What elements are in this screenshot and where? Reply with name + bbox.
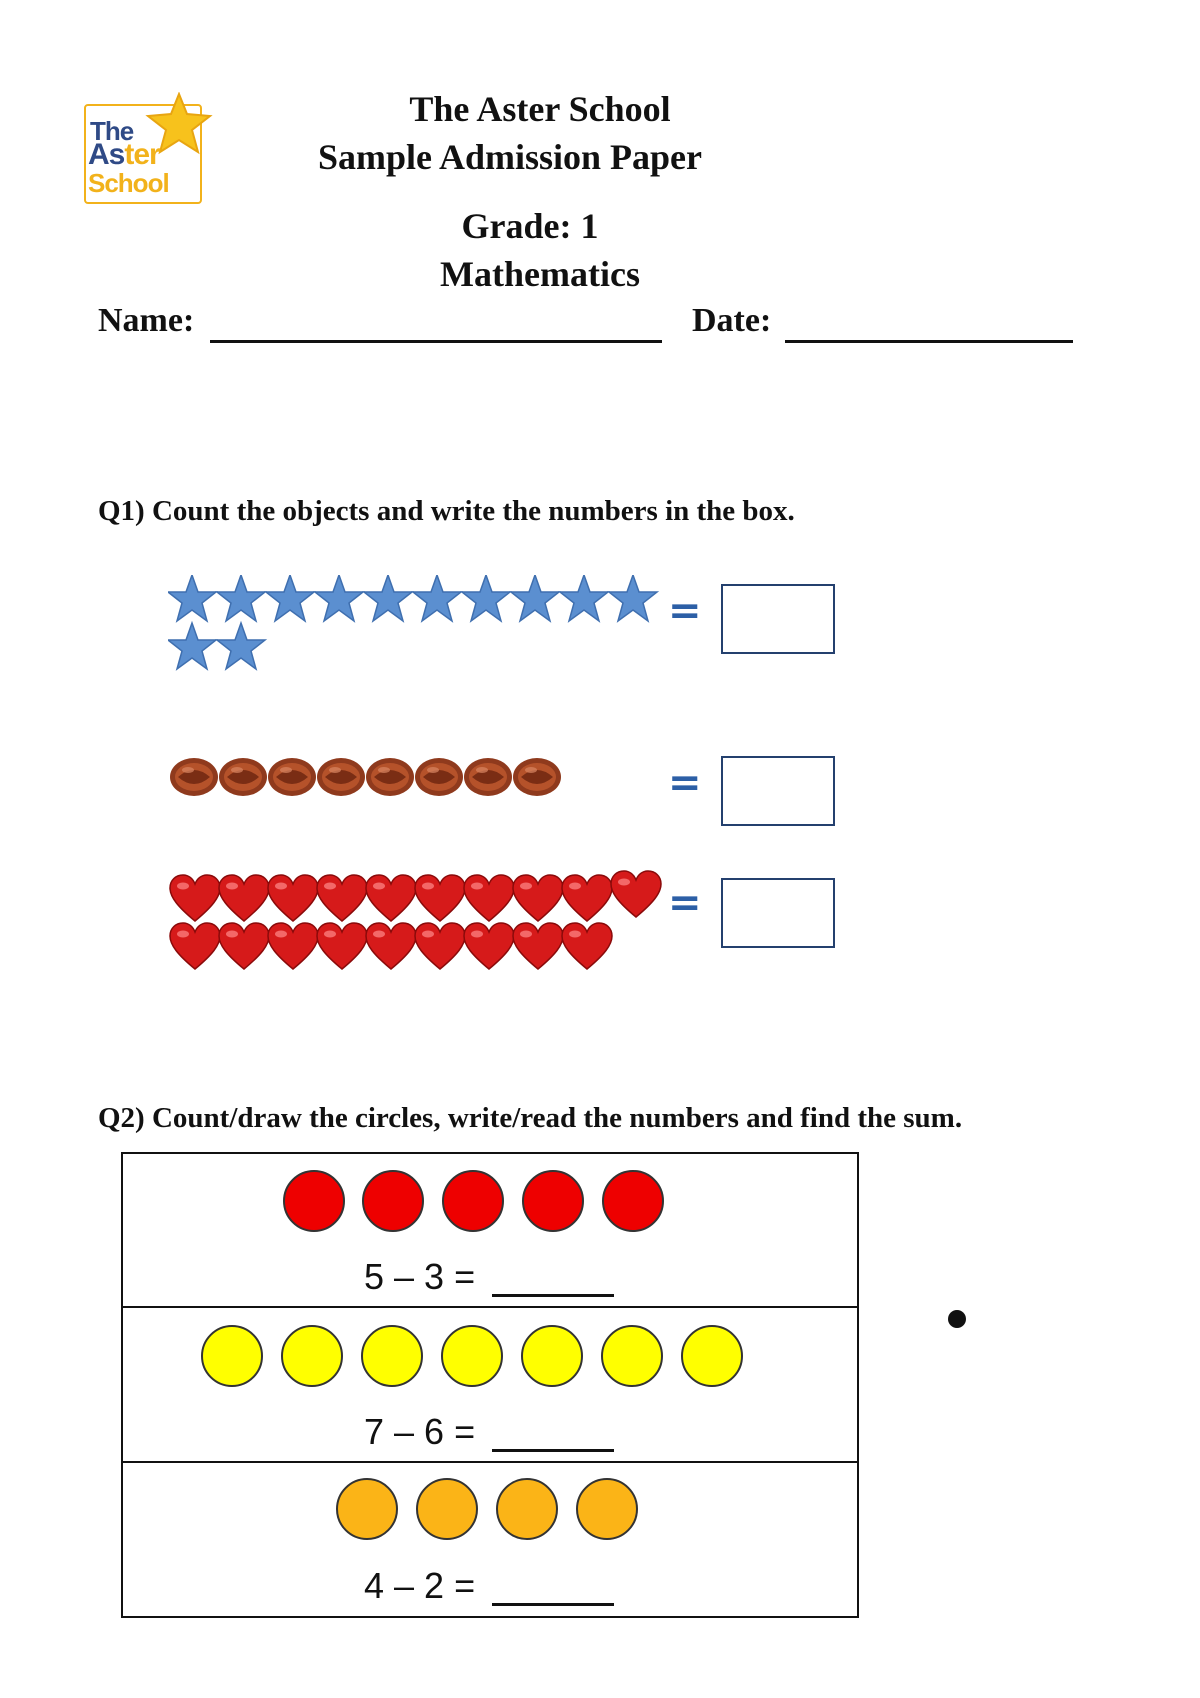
school-logo (84, 98, 210, 202)
star-icon (511, 575, 559, 621)
question-1: Q1) Count the objects and write the numbers in the box. (98, 495, 795, 527)
heart-icon (366, 923, 416, 969)
date-label: Date: (692, 302, 772, 339)
orange-circle (576, 1478, 638, 1540)
subject-label: Mathematics (440, 254, 640, 294)
logo-text-the: The (90, 116, 134, 146)
heart-icon (464, 875, 514, 921)
ball-icon (268, 758, 316, 796)
heart-icon (415, 923, 465, 969)
yellow-circle (441, 1325, 503, 1387)
orange-circle (336, 1478, 398, 1540)
star-icon (609, 575, 657, 621)
expression-2: 7 – 6 = (364, 1411, 476, 1452)
heart-icon (317, 923, 367, 969)
date-field[interactable] (785, 340, 1073, 343)
heart-icon (513, 875, 563, 921)
answer-blank-2[interactable] (492, 1449, 614, 1452)
heart-icon (268, 875, 318, 921)
question-2: Q2) Count/draw the circles, write/read the numbers and find the sum. (98, 1102, 963, 1134)
star-icon (315, 575, 363, 621)
logo-text-aster: Aster (88, 138, 160, 171)
red-circle (602, 1170, 664, 1232)
star-icon (364, 575, 412, 621)
heart-icon (219, 923, 269, 969)
answer-box-balls[interactable] (721, 756, 835, 826)
equals-sign: = (668, 588, 702, 634)
heart-icon (317, 875, 367, 921)
heart-icon (513, 923, 563, 969)
ball-icon (366, 758, 414, 796)
star-icon (266, 575, 314, 621)
yellow-circle (201, 1325, 263, 1387)
answer-blank-3[interactable] (492, 1603, 614, 1606)
ball-icon (513, 758, 561, 796)
star-icon (168, 575, 216, 621)
grade-label: Grade: 1 (461, 206, 599, 246)
yellow-circle (601, 1325, 663, 1387)
equals-sign: = (668, 880, 702, 926)
expression-1: 5 – 3 = (364, 1256, 476, 1297)
heart-icon (464, 923, 514, 969)
answer-blank-1[interactable] (492, 1294, 614, 1297)
heart-icon (170, 923, 220, 969)
red-circle (442, 1170, 504, 1232)
heart-icon (268, 923, 318, 969)
star-icon (217, 575, 265, 621)
star-icon (217, 623, 265, 669)
ball-icon (170, 758, 218, 796)
red-circle (362, 1170, 424, 1232)
q1-objects (168, 575, 688, 975)
answer-box-stars[interactable] (721, 584, 835, 654)
yellow-circle (681, 1325, 743, 1387)
red-circle (283, 1170, 345, 1232)
heart-icon (219, 875, 269, 921)
name-label: Name: (98, 302, 195, 339)
ball-icon (317, 758, 365, 796)
school-name: The Aster School (409, 89, 671, 129)
orange-circle (496, 1478, 558, 1540)
heart-icon (562, 875, 612, 921)
paper-title: Sample Admission Paper (317, 137, 703, 177)
yellow-circle (281, 1325, 343, 1387)
star-icon (462, 575, 510, 621)
equals-sign: = (668, 760, 702, 806)
yellow-circle (361, 1325, 423, 1387)
star-icon (560, 575, 608, 621)
heart-icon (170, 875, 220, 921)
ball-icon (464, 758, 512, 796)
orange-circle (416, 1478, 478, 1540)
answer-box-hearts[interactable] (721, 878, 835, 948)
heart-icon (611, 871, 661, 917)
ball-icon (415, 758, 463, 796)
expression-3: 4 – 2 = (364, 1565, 476, 1606)
heart-icon (366, 875, 416, 921)
row-divider (121, 1306, 859, 1308)
star-icon (413, 575, 461, 621)
heart-icon (415, 875, 465, 921)
star-icon (168, 623, 216, 669)
heart-icon (562, 923, 612, 969)
stray-dot (948, 1310, 966, 1328)
logo-text-school: School (88, 168, 169, 198)
name-field[interactable] (210, 340, 662, 343)
row-divider (121, 1461, 859, 1463)
yellow-circle (521, 1325, 583, 1387)
red-circle (522, 1170, 584, 1232)
ball-icon (219, 758, 267, 796)
